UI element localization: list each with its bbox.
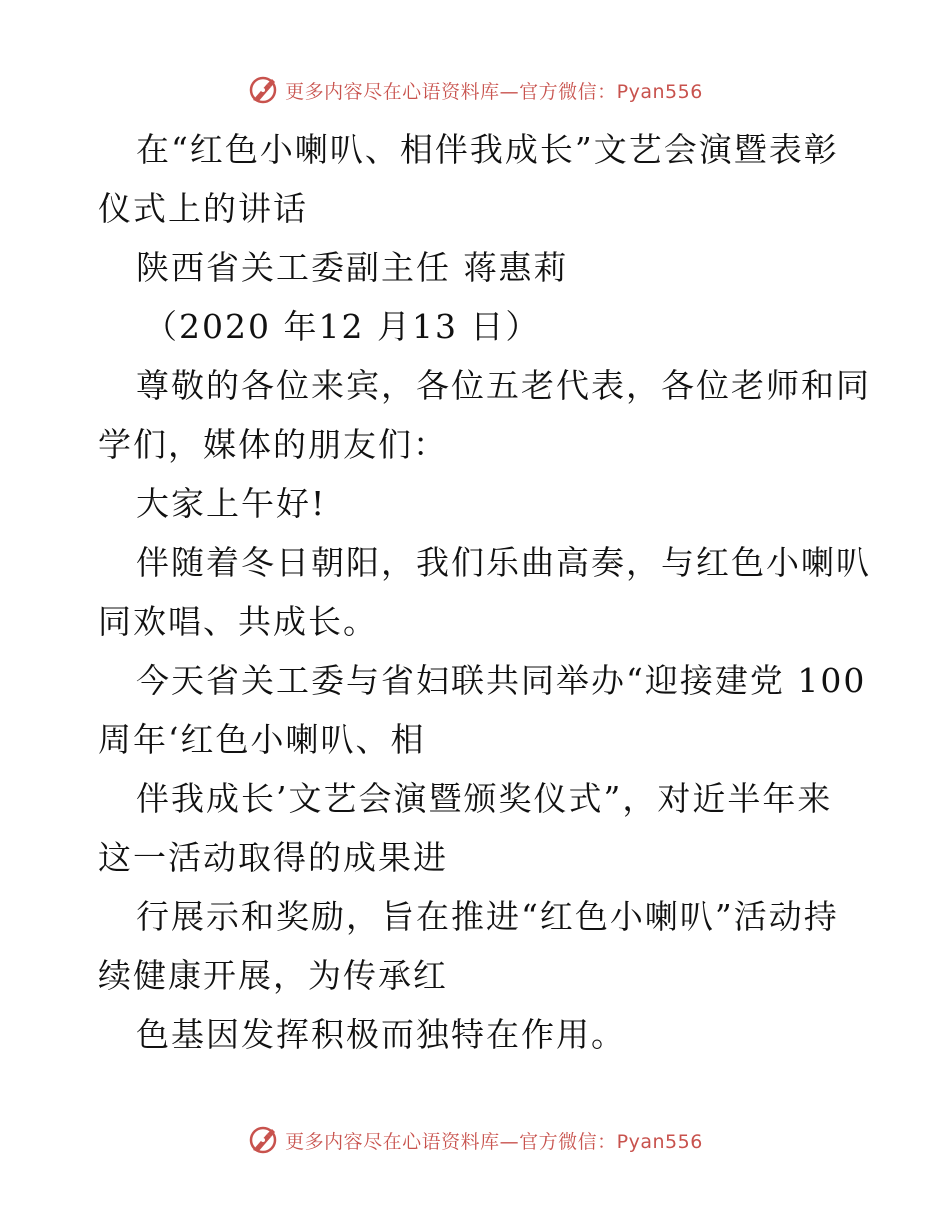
banner-text: 更多内容尽在心语资料库—官方微信：Pyan556 xyxy=(285,80,703,103)
paragraph-2-line-1: 今天省关工委与省妇联共同举办“迎接建党 100 xyxy=(136,661,867,700)
banner-text: 更多内容尽在心语资料库—官方微信：Pyan556 xyxy=(285,1130,703,1153)
paragraph-5-line-1: 色基因发挥积极而独特在作用。 xyxy=(136,1015,626,1054)
paragraph-3-line-1: 伴我成长’文艺会演暨颁奖仪式”，对近半年来 xyxy=(136,779,833,818)
salutation-line-1: 尊敬的各位来宾，各位五老代表，各位老师和同 xyxy=(136,366,871,405)
paragraph-1-line-1: 伴随着冬日朝阳，我们乐曲高奏，与红色小喇叭 xyxy=(136,543,871,582)
paragraph-1-line-2: 同欢唱、共成长。 xyxy=(98,602,378,641)
paragraph-4-line-2: 续健康开展，为传承红 xyxy=(98,956,448,995)
header-banner[interactable] xyxy=(0,70,950,110)
title-line-1: 在“红色小喇叭、相伴我成长”文艺会演暨表彰 xyxy=(136,130,839,169)
pen-logo-icon xyxy=(247,74,279,106)
speaker-line: 陕西省关工委副主任 蒋惠莉 xyxy=(136,248,569,287)
date-line: （2020 年12 月13 日） xyxy=(144,307,541,346)
greeting-line: 大家上午好! xyxy=(136,484,327,523)
footer-banner[interactable] xyxy=(0,1120,950,1160)
paragraph-2-line-2: 周年‘红色小喇叭、相 xyxy=(98,720,426,759)
paragraph-4-line-1: 行展示和奖励，旨在推进“红色小喇叭”活动持 xyxy=(136,897,839,936)
paragraph-3-line-2: 这一活动取得的成果进 xyxy=(98,838,448,877)
title-line-2: 仪式上的讲话 xyxy=(98,189,308,228)
salutation-line-2: 学们，媒体的朋友们： xyxy=(98,425,448,464)
document-body xyxy=(98,120,871,1064)
pen-logo-icon xyxy=(247,1124,279,1156)
